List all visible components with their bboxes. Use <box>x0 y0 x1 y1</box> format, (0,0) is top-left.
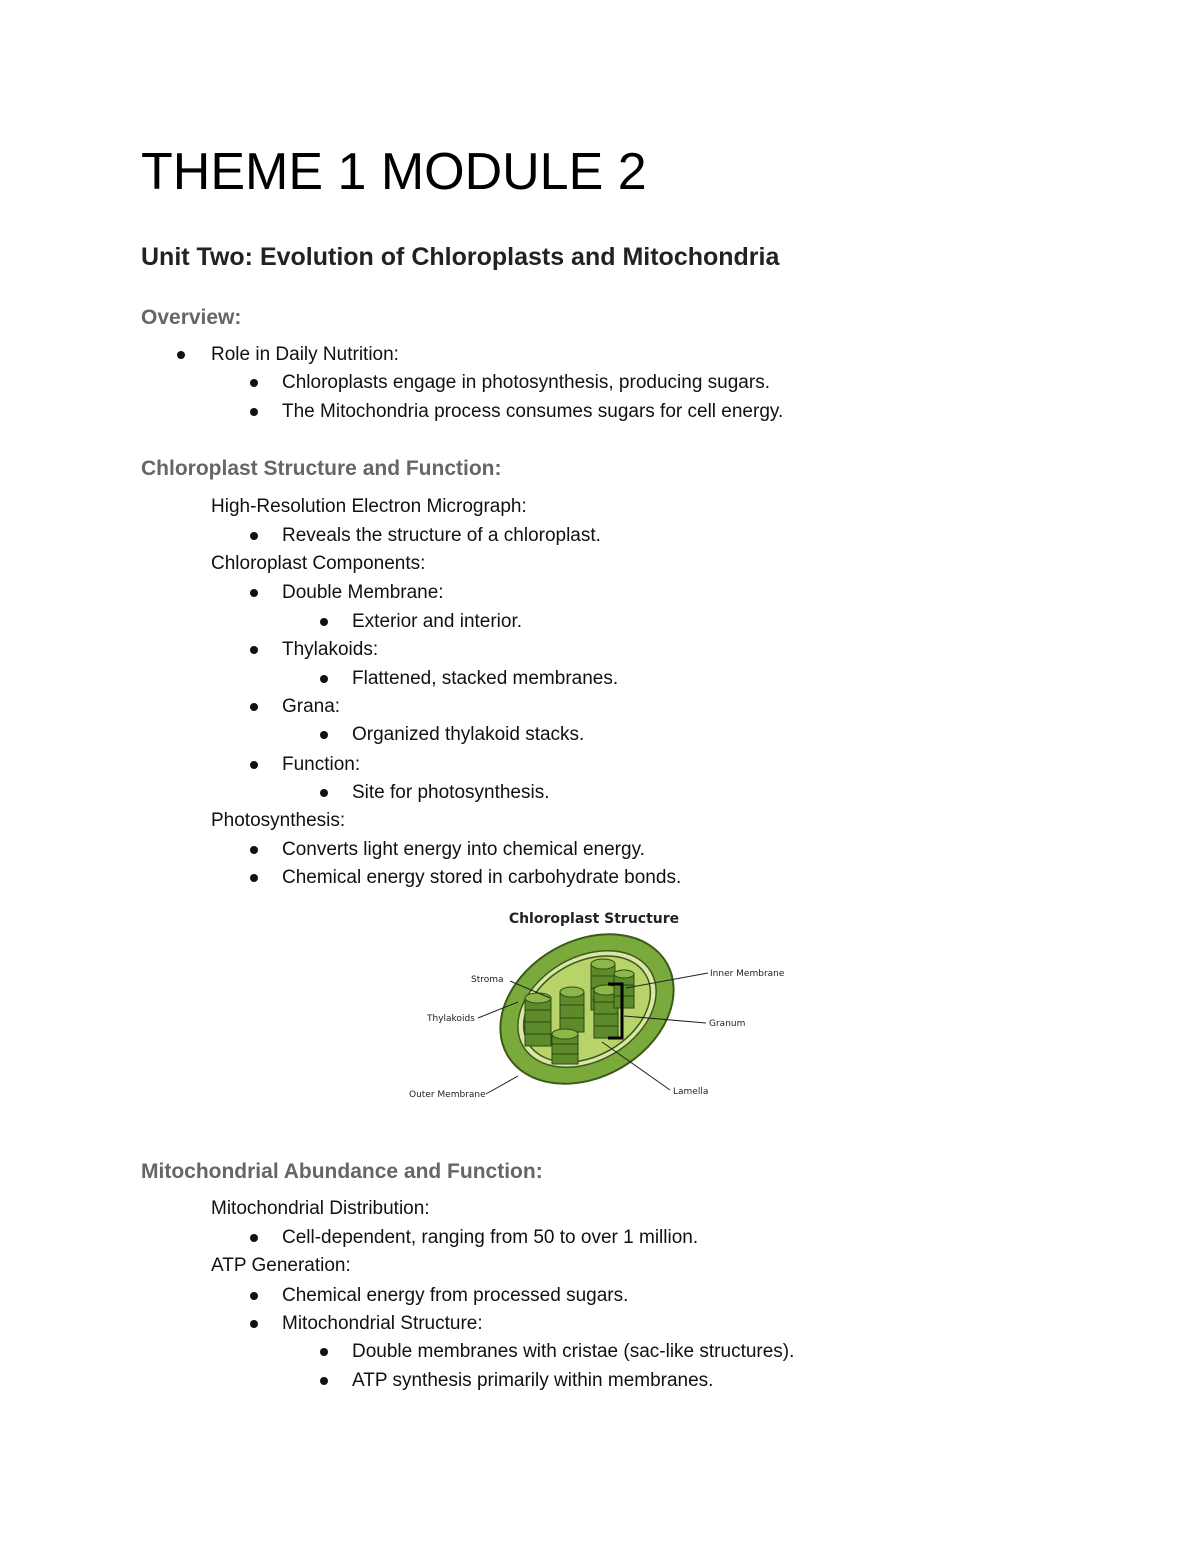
list-item: Chemical energy stored in carbohydrate bonds. <box>282 867 682 888</box>
list-item: Role in Daily Nutrition: <box>211 344 399 365</box>
label-thylakoids: Thylakoids <box>427 1014 475 1024</box>
list-item: Exterior and interior. <box>352 611 523 632</box>
bullet-icon <box>250 1320 258 1328</box>
page-title: THEME 1 MODULE 2 <box>141 143 647 201</box>
list-item: Reveals the structure of a chloroplast. <box>282 525 601 546</box>
subheading: ATP Generation: <box>211 1255 351 1276</box>
list-item: Chemical energy from processed sugars. <box>282 1285 629 1306</box>
bullet-icon <box>250 589 258 597</box>
bullet-icon <box>320 1377 328 1385</box>
list-item: Cell-dependent, ranging from 50 to over 1 million. <box>282 1227 699 1248</box>
list-item: Site for photosynthesis. <box>352 782 550 803</box>
bullet-icon <box>320 1348 328 1356</box>
bullet-icon <box>250 761 258 769</box>
list-item: Flattened, stacked membranes. <box>352 668 619 689</box>
list-item: Double membranes with cristae (sac-like structures). <box>352 1341 795 1362</box>
bullet-icon <box>250 379 258 387</box>
list-item: The Mitochondria process consumes sugars for cell energy. <box>282 401 784 422</box>
bullet-icon <box>250 646 258 654</box>
label-outer-membrane: Outer Membrane <box>409 1090 486 1100</box>
label-granum: Granum <box>709 1019 746 1029</box>
bullet-icon <box>250 1292 258 1300</box>
chloroplast-diagram <box>400 902 800 1117</box>
subheading: Chloroplast Components: <box>211 553 426 574</box>
overview-heading: Overview: <box>141 306 242 329</box>
bullet-icon <box>250 703 258 711</box>
list-item: Chloroplasts engage in photosynthesis, producing sugars. <box>282 372 770 393</box>
list-item: Double Membrane: <box>282 582 444 603</box>
bullet-icon <box>250 874 258 882</box>
unit-heading: Unit Two: Evolution of Chloroplasts and Mitochondria <box>141 243 780 271</box>
chloroplast-heading: Chloroplast Structure and Function: <box>141 457 502 480</box>
list-item: Function: <box>282 754 361 775</box>
label-lamella: Lamella <box>673 1087 709 1097</box>
list-item: Thylakoids: <box>282 639 379 660</box>
subheading: Mitochondrial Distribution: <box>211 1198 430 1219</box>
bullet-icon <box>250 1234 258 1242</box>
bullet-icon <box>250 532 258 540</box>
diagram-title: Chloroplast Structure <box>508 911 680 927</box>
subheading: Photosynthesis: <box>211 810 346 831</box>
list-item: ATP synthesis primarily within membranes. <box>352 1370 714 1391</box>
bullet-icon <box>320 789 328 797</box>
list-item: Mitochondrial Structure: <box>282 1313 483 1334</box>
label-inner-membrane: Inner Membrane <box>710 969 785 979</box>
bullet-icon <box>320 675 328 683</box>
subheading: High-Resolution Electron Micrograph: <box>211 496 527 517</box>
bullet-icon <box>320 618 328 626</box>
bullet-icon <box>250 846 258 854</box>
bullet-icon <box>320 731 328 739</box>
mitochondria-heading: Mitochondrial Abundance and Function: <box>141 1160 543 1183</box>
list-item: Grana: <box>282 696 341 717</box>
label-stroma: Stroma <box>471 975 504 985</box>
list-item: Organized thylakoid stacks. <box>352 724 585 745</box>
bullet-icon <box>177 351 185 359</box>
list-item: Converts light energy into chemical energy. <box>282 839 645 860</box>
bullet-icon <box>250 408 258 416</box>
